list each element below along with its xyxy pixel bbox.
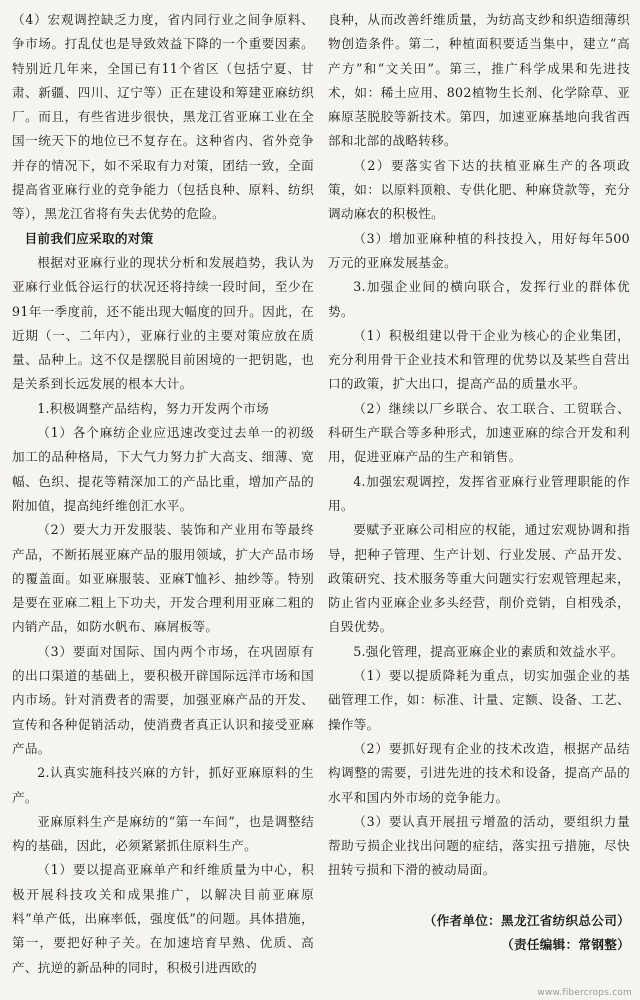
paragraph: 根据对亚麻行业的现状分析和发展趋势，我认为亚麻行业低谷运行的状况还将持续一段时间，至少在91年一季度前，还不能出现大幅度的回升。因此，在近期（一、二年内），亚麻行业的主要对策应放在质量、品种上。这不仅是摆脱目前困境的一把钥匙，也是关系到长远发展的根本大计。 — [12, 254, 314, 392]
right-column — [328, 8, 630, 1000]
paragraph: （2）要落实省下达的扶植亚麻生产的各项政策，如：以原料顶粮、专供化肥、种麻贷款等，充分调动麻农的积极性。 — [328, 157, 630, 222]
paragraph: （2）要抓好现有企业的技术改造，根据产品结构调整的需要，引进先进的技术和设备，提高产品的水平和国内外市场的竞争能力。 — [328, 740, 630, 805]
subheading: 3.加强企业间的横向联合，发挥行业的群体优势。 — [328, 279, 630, 319]
left-column — [12, 8, 314, 1000]
subheading: 5.强化管理，提高亚麻企业的素质和效益水平。 — [353, 643, 624, 659]
paragraph: 亚麻原料生产是麻纺的“第一车间”，也是调整结构的基础，因此，必须紧紧抓住原料生产。 — [12, 813, 314, 854]
paragraph: （3）要面对国际、国内两个市场，在巩固原有的出口渠道的基础上，要积极开辟国际远洋市场和国内市场。针对消费者的需要，加强亚麻产品的开发、宣传和各种促销活动，使消费者真正认识和接受亚麻产品。 — [12, 643, 314, 756]
paragraph: （1）各个麻纺企业应迅速改变过去单一的初级加工的品种格局，下大气力努力扩大高支、细薄、宽幅、色织、提花等精深加工的产品比重，增加产品的附加值，提高纯纤维创汇水平。 — [12, 425, 314, 513]
author-affiliation: （作者单位：黑龙江省纺织总公司） — [423, 912, 630, 928]
responsible-editor: （责任编辑：常钢整） — [501, 936, 630, 952]
watermark: www.fibercrops.com — [537, 988, 632, 998]
paragraph: （1）要以提高亚麻单产和纤维质量为中心，积极开展科技攻关和成果推广，以解决目前亚麻原料“单产低，出麻率低，强度低”的问题。具体措施，第一，要把好种子关。在加速培育早熟、优质、高产、抗逆的新品种的同时，积极引进西欧的 — [12, 862, 314, 975]
subheading: 1.积极调整产品结构，努力开发两个市场 — [37, 400, 269, 416]
paragraph: （3）增加亚麻种植的科技投入，用好每年500万元的亚麻发展基金。 — [328, 230, 630, 270]
paragraph: 要赋予亚麻公司相应的权能，通过宏观协调和指导，把种子管理、生产计划、行业发展、产品开发、政策研究、技术服务等重大问题实行宏观管理起来，防止省内亚麻企业多头经营，削价竞销，自相残杀，自毁优势。 — [328, 522, 630, 635]
paragraph: （4）宏观调控缺乏力度，省内同行业之间争原料、争市场。打乱仗也是导致效益下降的一个重要因素。特别近几年来，全国已有11个省区（包括宁夏、甘肃、新疆、四川、辽宁等）正在建设和筹建亚麻纺织厂。而且，有些省进步很快，黑龙江省亚麻工业在全国一统天下的地位已不复存在。这种省内、省外竞争并存的情况下，如不采取有力对策，团结一致，全面提高省亚麻行业的竞争能力（包括良种、原料、纺织等），黑龙江省将有失去优势的危险。 — [12, 12, 314, 222]
paragraph: （3）要认真开展扭亏增盈的活动，要组织力量帮助亏损企业找出问题的症结，落实扭亏措施，尽快扭转亏损和下滑的被动局面。 — [328, 813, 630, 878]
paragraph: （2）要大力开发服装、装饰和产业用布等最终产品，不断拓展亚麻产品的服用领域，扩大产品市场的覆盖面。如亚麻服装、亚麻T恤衫、抽纱等。特别是要在亚麻二粗上下功夫，开发合理利用亚麻二粗的内销产品，如防水帆布、麻屑板等。 — [12, 522, 314, 635]
paragraph: （2）继续以厂乡联合、农工联合、工贸联合、科研生产联合等多种形式，加速亚麻的综合开发和利用，促进亚麻产品的生产和销售。 — [328, 400, 630, 465]
section-heading: 目前我们应采取的对策 — [24, 230, 154, 246]
paragraph: （1）积极组建以骨干企业为核心的企业集团，充分利用骨干企业技术和管理的优势以及某些自营出口的政策，扩大出口，提高产品的质量水平。 — [328, 327, 630, 392]
subheading: 4.加强宏观调控，发挥省亚麻行业管理职能的作用。 — [328, 473, 630, 513]
paragraph: 良种，从而改善纤维质量，为纺高支纱和织造细薄织物创造条件。第二，种植面积要适当集中，建立“高产方”和“文关田”。第三，推广科学成果和先进技术，如：稀土应用、802植物生长剂、化学除草、亚麻原茎脱胶等新技术。第四，加速亚麻基地向我省西部和北部的战略转移。 — [328, 12, 630, 149]
paragraph: （1）要以提质降耗为重点，切实加强企业的基础管理工作，如：标准、计量、定额、设备、工艺、操作等。 — [328, 668, 630, 732]
subheading: 2.认真实施科技兴麻的方针，抓好亚麻原料的生产。 — [12, 765, 314, 805]
